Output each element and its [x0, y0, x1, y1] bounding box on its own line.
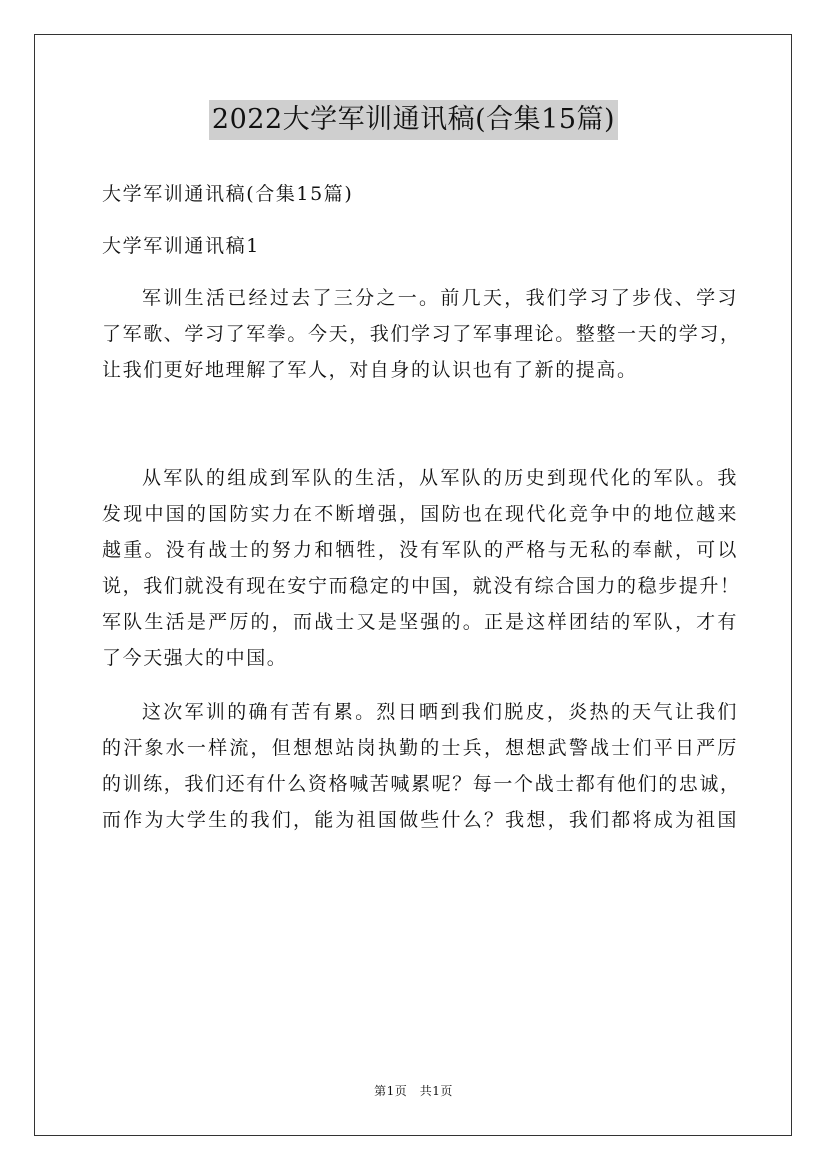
section-heading: 大学军训通讯稿1: [102, 235, 260, 257]
document-body: [102, 176, 741, 856]
text-line: 的训练，我们还有什么资格喊苦喊累呢？每一个战士都有他们的忠诚，: [102, 773, 741, 795]
text-line: 让我们更好地理解了军人，对自身的认识也有了新的提高。: [102, 359, 638, 381]
text-line: 这次军训的确有苦有累。烈日晒到我们脱皮，炎热的天气让我们: [142, 701, 738, 723]
page-footer: 第1页 共1页: [374, 1084, 453, 1098]
text-line: 从军队的组成到军队的生活，从军队的历史到现代化的军队。我: [142, 467, 738, 489]
text-line: 说，我们就没有现在安宁而稳定的中国，就没有综合国力的稳步提升！: [102, 575, 741, 597]
text-line: 了军歌、学习了军拳。今天，我们学习了军事理论。整整一天的学习，: [102, 323, 741, 345]
paragraph-2: [102, 460, 741, 676]
text-line: 而作为大学生的我们，能为祖国做些什么？我想，我们都将成为祖国: [102, 809, 738, 831]
text-line: 的汗象水一样流，但想想站岗执勤的士兵，想想武警战士们平日严厉: [102, 737, 738, 759]
document-subtitle: 大学军训通讯稿(合集15篇): [102, 183, 354, 205]
document-title: 2022大学军训通讯稿(合集15篇): [209, 100, 618, 140]
text-line: 越重。没有战士的努力和牺牲，没有军队的严格与无私的奉献，可以: [102, 539, 738, 561]
title-area: [0, 100, 827, 140]
paragraph-1: [102, 280, 741, 388]
text-line: 军队生活是严厉的，而战士又是坚强的。正是这样团结的军队，才有: [102, 611, 738, 633]
paragraph-3: [102, 694, 741, 838]
text-line: 军训生活已经过去了三分之一。前几天，我们学习了步伐、学习: [142, 287, 738, 309]
text-line: 发现中国的国防实力在不断增强，国防也在现代化竞争中的地位越来: [102, 503, 738, 525]
text-line: 了今天强大的中国。: [102, 647, 288, 669]
